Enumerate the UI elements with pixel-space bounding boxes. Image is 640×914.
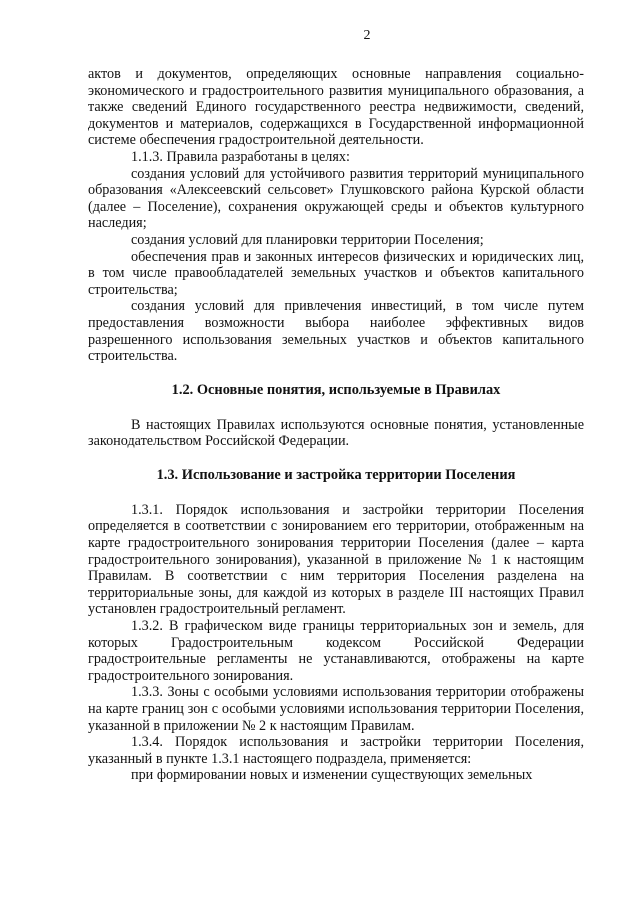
paragraph-1-3-3: 1.3.3. Зоны с особыми условиями использования территории отображены на карте границ зон с особыми условиями использования территории Поселения, указанной в приложении № 2 к настоящим Правилам. — [88, 684, 584, 734]
paragraph-goal-rights: обеспечения прав и законных интересов физических и юридических лиц, в том числе правообладателей земельных участков и объектов капитального строительства; — [88, 248, 584, 298]
section-heading-1-2: 1.2. Основные понятия, используемые в Правилах — [171, 381, 501, 398]
paragraph-continuation: актов и документов, определяющих основные направления социально-экономического и градостроительного развития муниципального образования, а также сведений Единого государственного реестра недвижимости, сведений, документов и материалов, содержащихся в Государственной информационной системе обеспечения градостроительной деятельности. — [88, 66, 584, 149]
paragraph-1-3-4: 1.3.4. Порядок использования и застройки территории Поселения, указанный в пункте 1.3.1 настоящего подраздела, применяется: — [88, 734, 584, 767]
paragraph-goal-planning: создания условий для планировки территории Поселения; — [131, 231, 484, 248]
section-heading-1-3: 1.3. Использование и застройка территории Поселения — [156, 466, 516, 483]
paragraph-basic-concepts: В настоящих Правилах используются основные понятия, установленные законодательством Российской Федерации. — [88, 416, 584, 450]
paragraph-1-3-2: 1.3.2. В графическом виде границы территориальных зон и земель, для которых Градостроительным кодексом Российской Федерации градостроительные регламенты не устанавливаются, отображены на карте градостроительного зонирования. — [88, 618, 584, 684]
paragraph-goal-investment: создания условий для привлечения инвестиций, в том числе путем предоставления возможности выбора наиболее эффективных видов разрешенного использования земельных участков и объектов капитального строительства. — [88, 298, 584, 365]
paragraph-1-3-1: 1.3.1. Порядок использования и застройки территории Поселения определяется в соответствии с зонированием его территории, отображенным на карте градостроительного зонирования территории Поселения (далее – карта градостроительного зонирования), указанной в приложение № 1 к настоящим Правилам. В соответствии с ним территория Поселения разделена на территориальные зоны, для каждой из которых в разделе III настоящих Правил установлен градостроительный регламент. — [88, 501, 584, 618]
paragraph-1-1-3: 1.1.3. Правила разработаны в целях: — [131, 148, 350, 165]
page-number: 2 — [363, 28, 371, 43]
paragraph-land-formation: при формировании новых и изменении существующих земельных — [131, 767, 533, 784]
paragraph-goal-development: создания условий для устойчивого развития территорий муниципального образования «Алексеевский сельсовет» Глушковского района Курской области (далее – Поселение), сохранения окружающей среды и объектов культурного наследия; — [88, 165, 584, 232]
